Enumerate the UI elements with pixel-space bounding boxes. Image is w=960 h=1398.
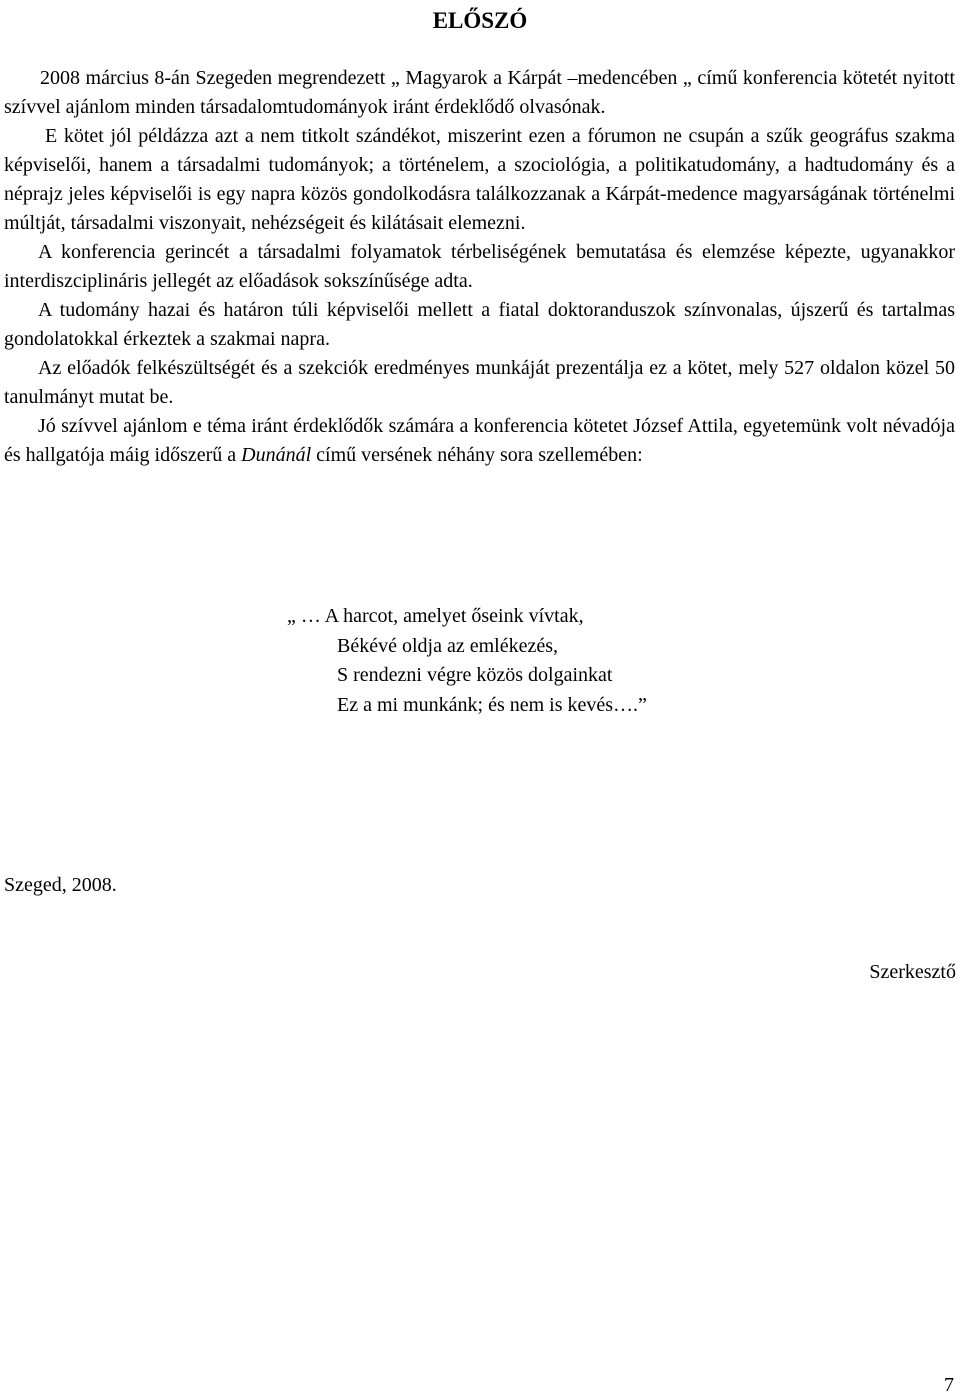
paragraph-purpose: E kötet jól példázza azt a nem titkolt szándékot, miszerint ezen a fórumon ne csupán a szűk geográfus szakma képviselői, hanem a társadalmi tudományok; a történelem, a szociológia, a politikatudomány, a hadtudomány és a néprajz jeles képviselői is egy napra közös gondolkodásra találkozzanak a Kárpát-medence magyarságának történelmi múltját, társadalmi viszonyait, nehézségeit és kilátásait elemezni. xyxy=(4,125,955,234)
paragraph-dedication xyxy=(4,412,955,470)
signature: Szerkesztő xyxy=(869,961,956,983)
dedication-text-before: Jó szívvel ajánlom e téma iránt érdeklődők számára a konferencia kötetet József Attila, egyetemünk volt névadója és hallgatója máig időszerű a xyxy=(4,415,955,466)
paragraph-backbone: A konferencia gerincét a társadalmi folyamatok térbeliségének bemutatása és elemzése képezte, ugyanakkor interdiszciplináris jellegét az előadások sokszínűsége adta. xyxy=(4,241,955,292)
poem-title: Dunánál xyxy=(241,444,312,466)
poem-line-2: Békévé oldja az emlékezés, xyxy=(337,634,558,657)
page-title: ELŐSZÓ xyxy=(432,8,528,33)
dedication-text-after: című versének néhány sora szellemében: xyxy=(311,444,643,466)
paragraph-intro: 2008 március 8-án Szegeden megrendezett „ Magyarok a Kárpát –medencében „ című konferencia kötetét nyitott szívvel ajánlom minden társadalomtudományok iránt érdeklődő olvasónak. xyxy=(4,67,955,118)
paragraph-young-researchers: A tudomány hazai és határon túli képviselői mellett a fiatal doktoranduszok színvonalas, újszerű és tartalmas gondolatokkal érkeztek a szakmai napra. xyxy=(4,299,955,350)
place-date: Szeged, 2008. xyxy=(4,874,117,896)
poem-line-4: Ez a mi munkánk; és nem is kevés….” xyxy=(337,693,647,716)
poem-line-1: „ … A harcot, amelyet őseink vívtak, xyxy=(287,605,584,627)
poem-quote xyxy=(287,602,647,720)
poem-line-3: S rendezni végre közös dolgainkat xyxy=(337,664,613,686)
page-number: 7 xyxy=(944,1374,954,1396)
body-text xyxy=(4,64,955,470)
paragraph-volume: Az előadók felkészültségét és a szekciók eredményes munkáját prezentálja ez a kötet, mely 527 oldalon közel 50 tanulmányt mutat be. xyxy=(4,357,955,408)
